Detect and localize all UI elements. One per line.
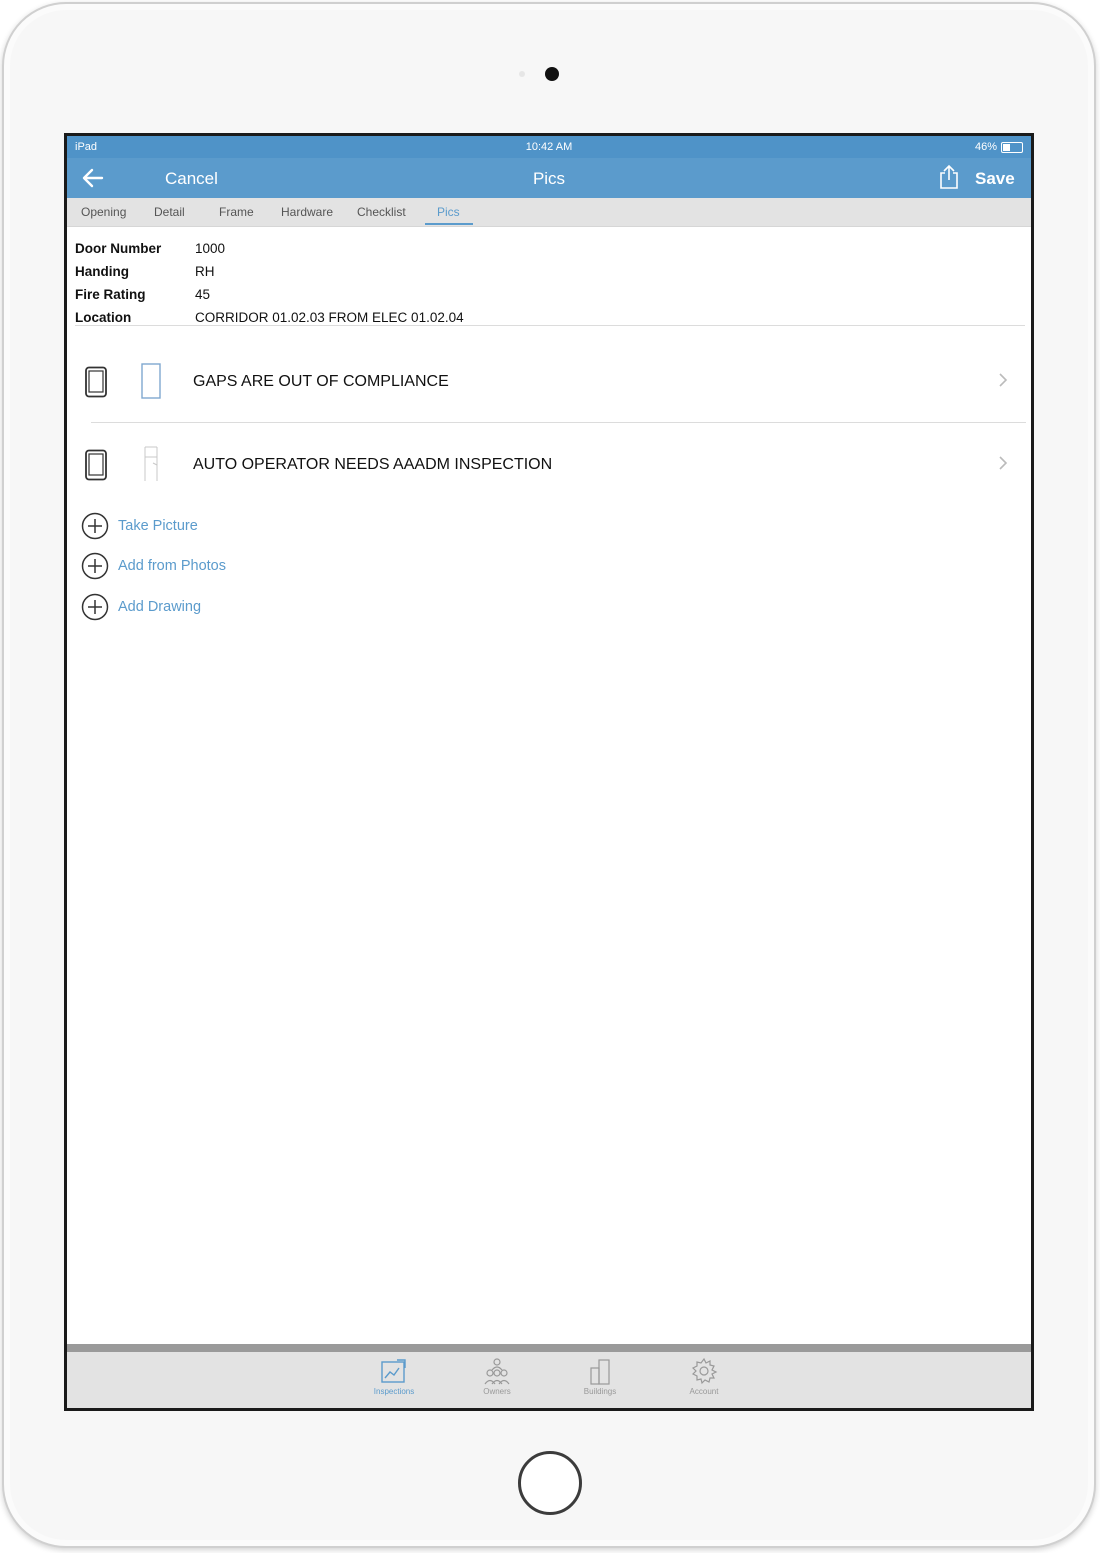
proximity-sensor <box>519 71 525 77</box>
home-button[interactable] <box>518 1451 582 1515</box>
chevron-right-icon <box>997 453 1009 473</box>
chevron-right-icon <box>997 370 1009 390</box>
owners-icon <box>482 1356 512 1386</box>
picture-caption: GAPS ARE OUT OF COMPLIANCE <box>193 373 449 390</box>
info-row-fire-rating: Fire Rating 45 <box>75 287 211 302</box>
picture-caption: AUTO OPERATOR NEEDS AAADM INSPECTION <box>193 456 553 473</box>
carrier-label: iPad <box>75 141 98 153</box>
save-button[interactable]: Save <box>975 169 1015 188</box>
door-sketch-thumbnail <box>139 445 163 483</box>
battery-icon <box>1001 142 1023 153</box>
back-arrow-icon[interactable] <box>81 166 105 190</box>
tab-hardware[interactable]: Hardware <box>281 205 334 219</box>
info-row-door-number: Door Number 1000 <box>75 241 226 256</box>
tab-detail[interactable]: Detail <box>154 205 185 219</box>
plus-circle-icon <box>81 593 109 621</box>
add-drawing-button[interactable]: Add Drawing <box>81 592 201 622</box>
app-screen <box>64 133 1034 1411</box>
door-info <box>67 227 1031 329</box>
tabbar-item-inspections[interactable]: Inspections <box>359 1356 429 1396</box>
buildings-icon <box>585 1356 615 1386</box>
gear-icon <box>689 1356 719 1386</box>
info-row-location: Location CORRIDOR 01.02.03 FROM ELEC 01.02.04 <box>75 310 464 325</box>
tabbar-item-account[interactable]: Account <box>669 1356 739 1396</box>
tabbar-item-owners[interactable]: Owners <box>462 1356 532 1396</box>
share-icon[interactable] <box>937 164 961 190</box>
cancel-button[interactable]: Cancel <box>165 169 218 188</box>
take-picture-button[interactable]: Take Picture <box>81 511 198 541</box>
tab-opening[interactable]: Opening <box>81 205 127 219</box>
tablet-icon <box>84 366 108 398</box>
inspections-icon <box>379 1356 409 1386</box>
bottom-tab-bar <box>67 1344 1031 1408</box>
picture-item[interactable] <box>67 425 1027 505</box>
info-row-handing: Handing RH <box>75 264 215 279</box>
page-title: Pics <box>532 169 566 188</box>
picture-divider <box>91 422 1026 423</box>
active-tab-indicator <box>425 223 473 225</box>
tabbar-item-buildings[interactable]: Buildings <box>565 1356 635 1396</box>
add-from-photos-button[interactable]: Add from Photos <box>81 551 226 581</box>
status-bar <box>67 136 1031 158</box>
navigation-bar <box>67 158 1031 198</box>
tab-checklist[interactable]: Checklist <box>357 205 406 219</box>
tablet-icon <box>84 449 108 481</box>
section-tabs <box>67 198 1031 227</box>
front-camera <box>545 67 559 81</box>
tab-frame[interactable]: Frame <box>219 205 254 219</box>
battery-percent: 46% <box>974 141 997 153</box>
info-divider <box>75 325 1025 326</box>
status-time: 10:42 AM <box>525 141 573 153</box>
door-thumbnail <box>139 362 163 400</box>
tab-pics[interactable]: Pics <box>437 205 460 219</box>
plus-circle-icon <box>81 512 109 540</box>
plus-circle-icon <box>81 552 109 580</box>
picture-item[interactable] <box>67 342 1027 422</box>
